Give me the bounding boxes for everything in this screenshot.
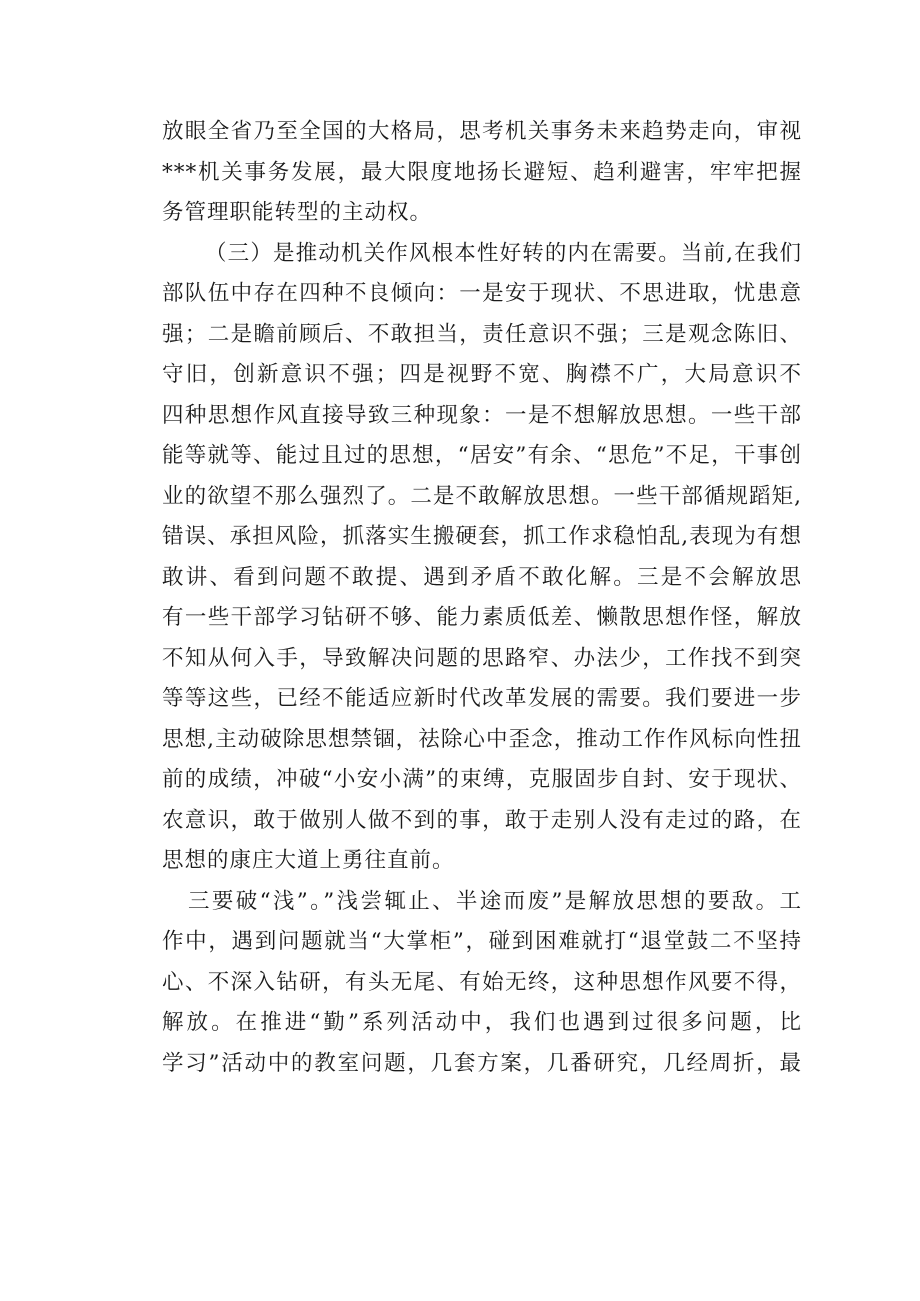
text-line-19: 思想的康庄大道上勇往直前。 xyxy=(162,848,455,873)
text-line-18: 农意识，敢于做别人做不到的事，敢于走别人没有走过的路，在 xyxy=(162,807,802,833)
text-line-21: 作中，遇到问题就当“大掌柜”，碰到困难就打“退堂鼓二不坚持 xyxy=(162,929,802,954)
text-line-22: 心、不深入钻研，有头无尾、有始无终，这种思想作风要不得， xyxy=(162,969,802,995)
text-line-10: 业的欲望不那么强烈了。二是不敢解放思想。一些干部循规蹈矩, xyxy=(162,483,802,509)
text-line-12: 敢讲、看到问题不敢提、遇到矛盾不敢化解。三是不会解放思 xyxy=(162,564,802,590)
text-line-17: 前的成绩，冲破“小安小满”的束缚，克服固步自封、安于现状、 xyxy=(162,767,802,792)
text-line-11: 错误、承担风险，抓落实生搬硬套，抓工作求稳怕乱,表现为有想 xyxy=(162,524,802,549)
text-line-8: 四种思想作风直接导致三种现象：一是不想解放思想。一些干部 xyxy=(162,402,802,428)
text-line-20: 三要破“浅”。”浅尝辄止、半途而废”是解放思想的要敌。工 xyxy=(188,888,802,914)
text-line-24: 学习”活动中的教室问题，几套方案，几番研究，几经周折，最 xyxy=(162,1050,802,1076)
text-line-5: 部队伍中存在四种不良倾向：一是安于现状、不思进取，忧患意 xyxy=(162,281,802,306)
text-line-14: 不知从何入手，导致解决问题的思路窄、办法少，工作找不到突 xyxy=(162,645,802,671)
text-line-16: 思想,主动破除思想禁锢，祛除心中歪念，推动工作作风标向性扭 xyxy=(162,726,802,752)
body-text xyxy=(162,112,802,1084)
text-line-13: 有一些干部学习钻研不够、能力素质低差、懒散思想作怪，解放 xyxy=(162,605,802,630)
text-line-2: ***机关事务发展，最大限度地扬长避短、趋利避害，牢牢把握 xyxy=(162,159,802,185)
text-line-3: 务管理职能转型的主动权。 xyxy=(162,200,433,225)
text-line-1: 放眼全省乃至全国的大格局，思考机关事务未来趋势走向，审视 xyxy=(162,119,802,144)
text-line-4: （三）是推动机关作风根本性好转的内在需要。当前,在我们 xyxy=(205,240,802,266)
text-line-7: 守旧，创新意识不强；四是视野不宽、胸襟不广，大局意识不 xyxy=(162,362,802,387)
text-line-15: 等等这些，已经不能适应新时代改革发展的需要。我们要进一步 xyxy=(162,686,802,711)
text-line-23: 解放。在推进“勤”系列活动中，我们也遇到过很多问题，比 xyxy=(162,1010,802,1035)
text-line-9: 能等就等、能过且过的思想，“居安”有余、“思危”不足，干事创 xyxy=(162,443,802,468)
text-line-6: 强；二是瞻前顾后、不敢担当，责任意识不强；三是观念陈旧、 xyxy=(162,321,802,347)
